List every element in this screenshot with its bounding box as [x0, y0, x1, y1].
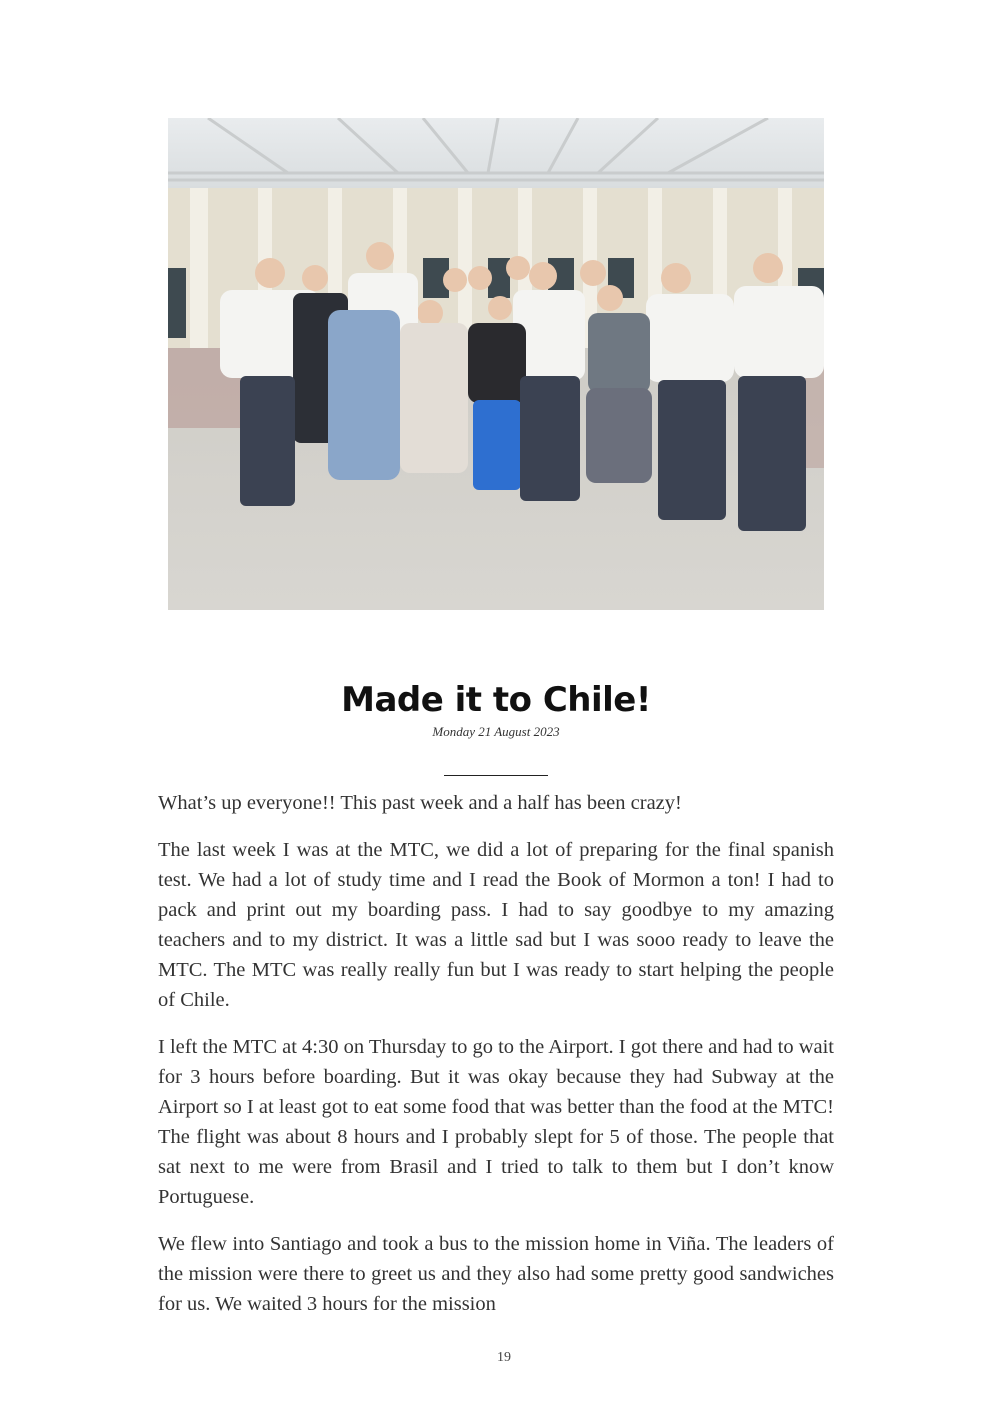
- group-photo: [168, 118, 824, 610]
- paragraph: We flew into Santiago and took a bus to the mission home in Viña. The leaders of the mission were there to greet us and they also had some pretty good sandwiches for us. We waited 3 hours for the mission: [158, 1233, 834, 1315]
- page-number: 19: [497, 1350, 511, 1365]
- article-date: Monday 21 August 2023: [432, 724, 560, 739]
- paragraph: The last week I was at the MTC, we did a lot of preparing for the final spanish test. We had a lot of study time and I read the Book of Mormon a ton! I had to pack and print out my boarding pass. I had to say goodbye to my amazing teachers and to my district. It was a little sad but I was sooo ready to leave the MTC. The MTC was really really fun but I was ready to start helping the people of Chile.: [158, 839, 834, 1011]
- group-photo-image: [168, 118, 824, 610]
- article-title: Made it to Chile!: [341, 680, 651, 720]
- article-body: [158, 788, 834, 1336]
- title-divider: [444, 775, 548, 776]
- paragraph: What’s up everyone!! This past week and a half has been crazy!: [158, 792, 682, 814]
- paragraph: I left the MTC at 4:30 on Thursday to go to the Airport. I got there and had to wait for 3 hours before boarding. But it was okay because they had Subway at the Airport so I at least got to eat some food that was better than the food at the MTC! The flight was about 8 hours and I probably slept for 5 of those. The people that sat next to me were from Brasil and I tried to talk to them but I don’t know Portuguese.: [158, 1036, 834, 1208]
